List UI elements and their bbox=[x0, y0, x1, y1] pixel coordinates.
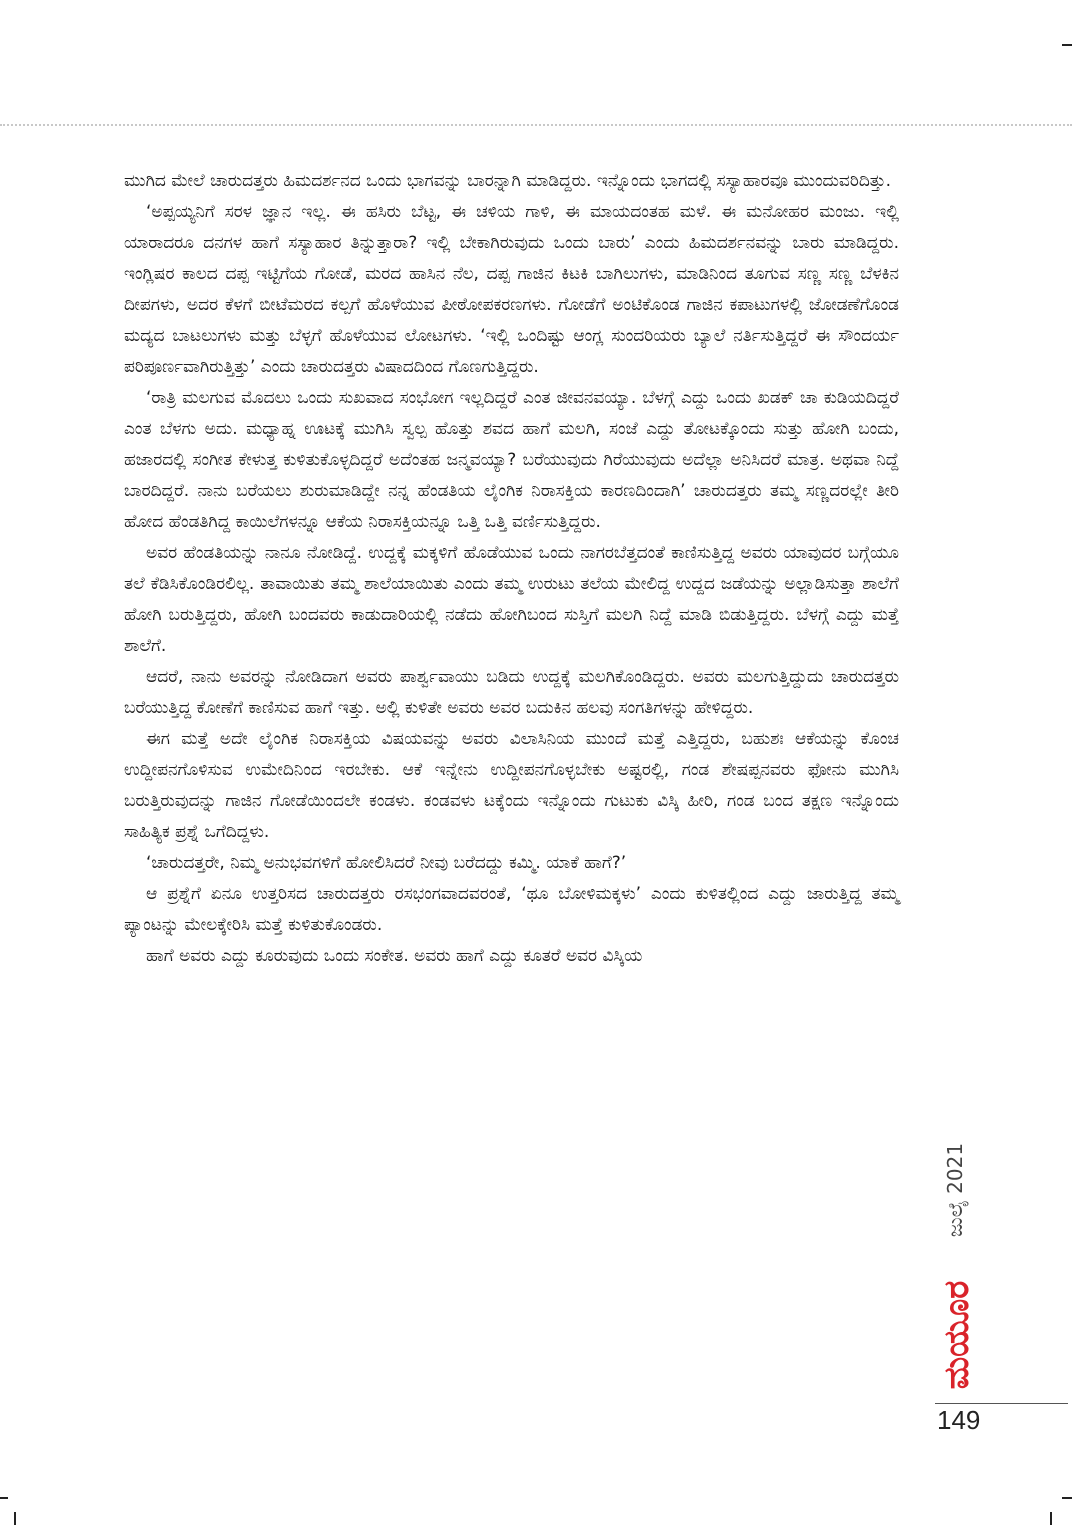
side-margin bbox=[935, 1125, 985, 1405]
issue-date-text: ಜುಲೈ 2021 bbox=[943, 1142, 967, 1238]
issue-date bbox=[935, 1125, 975, 1255]
paragraph: ಈಗ ಮತ್ತೆ ಅದೇ ಲೈಂಗಿಕ ನಿರಾಸಕ್ತಿಯ ವಿಷಯವನ್ನು ಅವರು ವಿಲಾಸಿನಿಯ ಮುಂದೆ ಮತ್ತೆ ಎತ್ತಿದ್ದರು, ಬಹುಶಃ ಆಕೆಯನ್ನು ಕೊಂಚ ಉದ್ದೀಪನಗೊಳಿಸುವ ಉಮೇದಿನಿಂದ ಇರಬೇಕು. ಆಕೆ ಇನ್ನೇನು ಉದ್ದೀಪನಗೊಳ್ಳಬೇಕು ಅಷ್ಟರಲ್ಲಿ, ಗಂಡ ಶೇಷಪ್ಪನವರು ಫೋನು ಮುಗಿಸಿ ಬರುತ್ತಿರುವುದನ್ನು ಗಾಜಿನ ಗೋಡೆಯಿಂದಲೇ ಕಂಡಳು. ಕಂಡವಳು ಟಕ್ಕೆಂದು ಇನ್ನೊಂದು ಗುಟುಕು ವಿಸ್ಕಿ ಹೀರಿ, ಗಂಡ ಬಂದ ತಕ್ಷಣ ಇನ್ನೊಂದು ಸಾಹಿತ್ಯಿಕ ಪ್ರಶ್ನೆ ಒಗೆದಿದ್ದಳು. bbox=[124, 729, 899, 842]
article-body bbox=[124, 166, 899, 972]
paragraph: ಆ ಪ್ರಶ್ನೆಗೆ ಏನೂ ಉತ್ತರಿಸದ ಚಾರುದತ್ತರು ರಸಭಂಗವಾದವರಂತೆ, ‘ಥೂ ಬೋಳಿಮಕ್ಕಳು’ ಎಂದು ಕುಳಿತಲ್ಲಿಂದ ಎದ್ದು ಜಾರುತ್ತಿದ್ದ ತಮ್ಮ ಪ್ಯಾಂಟನ್ನು ಮೇಲಕ್ಕೇರಿಸಿ ಮತ್ತೆ ಕುಳಿತುಕೊಂಡರು. bbox=[124, 884, 899, 935]
paragraph: ‘ರಾತ್ರಿ ಮಲಗುವ ಮೊದಲು ಒಂದು ಸುಖವಾದ ಸಂಭೋಗ ಇಲ್ಲದಿದ್ದರೆ ಎಂತ ಜೀವನವಯ್ಯಾ. ಬೆಳಗ್ಗೆ ಎದ್ದು ಒಂದು ಖಡಕ್ ಚಾ ಕುಡಿಯದಿದ್ದರೆ ಎಂತ ಬೆಳಗು ಅದು. ಮಧ್ಯಾಹ್ನ ಊಟಕ್ಕೆ ಮುಗಿಸಿ ಸ್ವಲ್ಪ ಹೊತ್ತು ಶವದ ಹಾಗೆ ಮಲಗಿ, ಸಂಜೆ ಎದ್ದು ತೋಟಕ್ಕೊಂದು ಸುತ್ತು ಹೋಗಿ ಬಂದು, ಹಜಾರದಲ್ಲಿ ಸಂಗೀತ ಕೇಳುತ್ತ ಕುಳಿತುಕೊಳ್ಳದಿದ್ದರೆ ಅದೆಂತಹ ಜನ್ಮವಯ್ಯಾ? ಬರೆಯುವುದು ಗಿರೆಯುವುದು ಅದೆಲ್ಲಾ ಅನಿಸಿದರೆ ಮಾತ್ರ. ಅಥವಾ ನಿದ್ದೆ ಬಾರದಿದ್ದರೆ. ನಾನು ಬರೆಯಲು ಶುರುಮಾಡಿದ್ದೇ ನನ್ನ ಹೆಂಡತಿಯ ಲೈಂಗಿಕ ನಿರಾಸಕ್ತಿಯ ಕಾರಣದಿಂದಾಗಿ’ ಚಾರುದತ್ತರು ತಮ್ಮ ಸಣ್ಣದರಲ್ಲೇ ತೀರಿ ಹೋದ ಹೆಂಡತಿಗಿದ್ದ ಕಾಯಿಲೆಗಳನ್ನೂ ಆಕೆಯ ನಿರಾಸಕ್ತಿಯನ್ನೂ ಒತ್ತಿ ಒತ್ತಿ ವರ್ಣಿಸುತ್ತಿದ್ದರು. bbox=[124, 388, 899, 532]
crop-mark bbox=[1062, 44, 1072, 46]
crop-mark bbox=[1062, 1497, 1072, 1499]
paragraph: ಮುಗಿದ ಮೇಲೆ ಚಾರುದತ್ತರು ಹಿಮದರ್ಶನದ ಒಂದು ಭಾಗವನ್ನು ಬಾರನ್ನಾಗಿ ಮಾಡಿದ್ದರು. ಇನ್ನೊಂದು ಭಾಗದಲ್ಲಿ ಸಸ್ಯಾಹಾರವೂ ಮುಂದುವರಿದಿತ್ತು. bbox=[124, 171, 892, 191]
magazine-logo bbox=[937, 1265, 977, 1405]
crop-mark bbox=[0, 1497, 8, 1499]
header-dotted-rule bbox=[0, 124, 1072, 126]
paragraph: ‘ಚಾರುದತ್ತರೇ, ನಿಮ್ಮ ಅನುಭವಗಳಿಗೆ ಹೋಲಿಸಿದರೆ ನೀವು ಬರೆದದ್ದು ಕಮ್ಮಿ. ಯಾಕೆ ಹಾಗೆ?’ bbox=[146, 853, 627, 873]
magazine-logo-text: ಮಯೂರ bbox=[937, 1280, 977, 1390]
page-number: 149 bbox=[937, 1405, 981, 1435]
paragraph: ಹಾಗೆ ಅವರು ಎದ್ದು ಕೂರುವುದು ಒಂದು ಸಂಕೇತ. ಅವರು ಹಾಗೆ ಎದ್ದು ಕೂತರೆ ಅವರ ವಿಸ್ಕಿಯ bbox=[146, 946, 643, 966]
paragraph: ಆದರೆ, ನಾನು ಅವರನ್ನು ನೋಡಿದಾಗ ಅವರು ಪಾರ್ಶ್ವವಾಯು ಬಡಿದು ಉದ್ದಕ್ಕೆ ಮಲಗಿಕೊಂಡಿದ್ದರು. ಅವರು ಮಲಗುತ್ತಿದ್ದುದು ಚಾರುದತ್ತರು ಬರೆಯುತ್ತಿದ್ದ ಕೋಣೆಗೆ ಕಾಣಿಸುವ ಹಾಗೆ ಇತ್ತು. ಅಲ್ಲಿ ಕುಳಿತೇ ಅವರು ಅವರ ಬದುಕಿನ ಹಲವು ಸಂಗತಿಗಳನ್ನು ಹೇಳಿದ್ದರು. bbox=[124, 667, 899, 718]
paragraph: ‘ಅಪ್ಪಯ್ಯನಿಗೆ ಸರಳ ಜ್ಞಾನ ಇಲ್ಲ. ಈ ಹಸಿರು ಬೆಟ್ಟ, ಈ ಚಳಿಯ ಗಾಳಿ, ಈ ಮಾಯದಂತಹ ಮಳೆ. ಈ ಮನೋಹರ ಮಂಜು. ಇಲ್ಲಿ ಯಾರಾದರೂ ದನಗಳ ಹಾಗೆ ಸಸ್ಯಾಹಾರ ತಿನ್ನುತ್ತಾರಾ? ಇಲ್ಲಿ ಬೇಕಾಗಿರುವುದು ಒಂದು ಬಾರು’ ಎಂದು ಹಿಮದರ್ಶನವನ್ನು ಬಾರು ಮಾಡಿದ್ದರು. ಇಂಗ್ಲಿಷರ ಕಾಲದ ದಪ್ಪ ಇಟ್ಟಿಗೆಯ ಗೋಡೆ, ಮರದ ಹಾಸಿನ ನೆಲ, ದಪ್ಪ ಗಾಜಿನ ಕಿಟಕಿ ಬಾಗಿಲುಗಳು, ಮಾಡಿನಿಂದ ತೂಗುವ ಸಣ್ಣ ಸಣ್ಣ ಬೆಳಕಿನ ದೀಪಗಳು, ಅದರ ಕೆಳಗೆ ಬೀಟೆಮರದ ಕಲ್ಪಗೆ ಹೊಳೆಯುವ ಪೀಠೋಪಕರಣಗಳು. ಗೋಡೆಗೆ ಅಂಟಿಕೊಂಡ ಗಾಜಿನ ಕಪಾಟುಗಳಲ್ಲಿ ಜೋಡಣೆಗೊಂಡ ಮದ್ಯದ ಬಾಟಲುಗಳು ಮತ್ತು ಬೆಳ್ಳಗೆ ಹೊಳೆಯುವ ಲೋಟಗಳು. ‘ಇಲ್ಲಿ ಒಂದಿಷ್ಟು ಆಂಗ್ಲ ಸುಂದರಿಯರು ಬ್ಯಾಲೆ ನರ್ತಿಸುತ್ತಿದ್ದರೆ ಈ ಸೌಂದರ್ಯ ಪರಿಪೂರ್ಣವಾಗಿರುತ್ತಿತ್ತು’ ಎಂದು ಚಾರುದತ್ತರು ವಿಷಾದದಿಂದ ಗೊಣಗುತ್ತಿದ್ದರು. bbox=[124, 202, 899, 377]
crop-mark bbox=[1050, 1512, 1052, 1525]
crop-mark bbox=[14, 1512, 16, 1525]
paragraph: ಅವರ ಹೆಂಡತಿಯನ್ನು ನಾನೂ ನೋಡಿದ್ದೆ. ಉದ್ದಕ್ಕೆ ಮಕ್ಕಳಿಗೆ ಹೊಡೆಯುವ ಒಂದು ನಾಗರಬೆತ್ತದಂತೆ ಕಾಣಿಸುತ್ತಿದ್ದ ಅವರು ಯಾವುದರ ಬಗ್ಗೆಯೂ ತಲೆ ಕೆಡಿಸಿಕೊಂಡಿರಲಿಲ್ಲ. ತಾವಾಯಿತು ತಮ್ಮ ಶಾಲೆಯಾಯಿತು ಎಂದು ತಮ್ಮ ಉರುಟು ತಲೆಯ ಮೇಲಿದ್ದ ಉದ್ದದ ಜಡೆಯನ್ನು ಅಲ್ಲಾಡಿಸುತ್ತಾ ಶಾಲೆಗೆ ಹೋಗಿ ಬರುತ್ತಿದ್ದರು, ಹೋಗಿ ಬಂದವರು ಕಾಡುದಾರಿಯಲ್ಲಿ ನಡೆದು ಹೋಗಿಬಂದ ಸುಸ್ತಿಗೆ ಮಲಗಿ ನಿದ್ದೆ ಮಾಡಿ ಬಿಡುತ್ತಿದ್ದರು. ಬೆಳಗ್ಗೆ ಎದ್ದು ಮತ್ತೆ ಶಾಲೆಗೆ. bbox=[124, 543, 899, 656]
folio-rule bbox=[935, 1403, 1068, 1404]
